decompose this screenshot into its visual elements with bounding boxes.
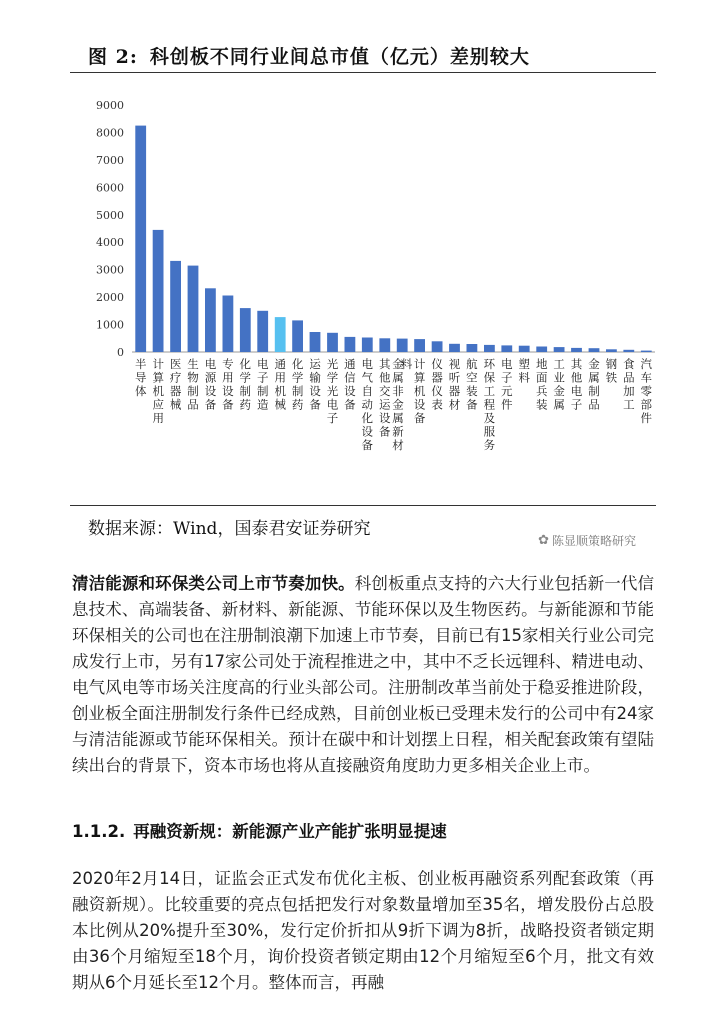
bar: [188, 266, 199, 352]
bar: [257, 311, 268, 352]
bar: [345, 337, 356, 352]
x-tick-label: 生物制品: [187, 357, 199, 412]
watermark-text: 陈显顺策略研究: [551, 534, 636, 548]
y-tick-label: 0: [117, 346, 124, 359]
y-tick-label: 8000: [96, 126, 124, 140]
bar: [135, 126, 146, 352]
bar: [379, 338, 390, 352]
bar: [275, 317, 286, 352]
paragraph-refinancing: [72, 866, 654, 996]
x-tick-label: 仪器仪表: [431, 357, 443, 412]
y-tick-label: 4000: [96, 236, 124, 250]
paragraph-clean-energy: [72, 571, 654, 779]
bar: [449, 344, 460, 352]
y-tick-label: 1000: [96, 318, 124, 332]
bar: [606, 349, 617, 352]
bar: [205, 288, 216, 352]
figure-source: 数据来源：Wind，国泰君安证券研究: [88, 519, 371, 539]
x-tick-label: 金属制品: [588, 357, 600, 412]
figure-bottom-rule: [70, 505, 656, 506]
bar: [240, 308, 251, 352]
bar: [641, 351, 652, 352]
x-tick-label: 光学光电子: [326, 357, 339, 425]
bar: [223, 296, 234, 353]
x-tick-label: 电子元件: [501, 357, 513, 412]
figure-top-rule: [70, 72, 656, 73]
y-tick-label: 6000: [96, 181, 124, 195]
bar: [484, 345, 495, 352]
x-tick-label: 通用机械: [274, 357, 286, 412]
x-tick-label: 半导体: [134, 357, 147, 398]
bar: [414, 339, 425, 352]
bar: [623, 350, 634, 352]
bar: [310, 332, 321, 352]
x-tick-label: 食品加工: [623, 357, 635, 412]
bar: [554, 347, 565, 352]
bar: [432, 341, 443, 352]
bar: [467, 344, 478, 352]
figure-title-text: 科创板不同行业间总市值（亿元）差别较大: [149, 46, 530, 68]
bar: [327, 333, 338, 352]
x-tick-label: 钢铁: [605, 357, 618, 385]
x-tick-label: 通信设备: [344, 357, 356, 412]
paragraph-lead: 清洁能源和环保类公司上市节奏加快。: [72, 574, 355, 593]
bar: [153, 230, 164, 352]
bar: [397, 339, 408, 352]
x-tick-label: 化学制药: [291, 357, 304, 412]
y-tick-label: 9000: [96, 99, 124, 112]
x-tick-label: 视听器材: [448, 357, 461, 412]
y-tick-label: 5000: [96, 208, 124, 222]
x-tick-label: 塑料: [518, 357, 531, 385]
x-tick-label: 航空装备: [466, 357, 478, 412]
market-cap-bar-chart: [70, 80, 660, 500]
x-tick-label: 专用设备: [222, 357, 234, 412]
paragraph-body: 2020年2月14日，证监会正式发布优化主板、创业板再融资系列配套政策（再融资新规）。比较重要的亮点包括把发行对象数量增加至35名，增发股份占总股本比例从20%提升至30%，发行定价折扣从9折下调为8折，战略投资者锁定期由36个月缩短至18个月，询价投资者锁定期由12个月缩短至6个月，批文有效期从6个月延长至12个月。整体而言，再融: [72, 869, 654, 992]
x-tick-label: 计算机应用: [152, 357, 164, 425]
x-axis-labels: [135, 357, 653, 452]
bar: [519, 346, 530, 352]
x-tick-label: 计算机设备: [413, 357, 426, 425]
bar: [571, 348, 582, 352]
x-tick-label: 电源设备: [204, 357, 217, 412]
wechat-icon: ✿: [538, 533, 549, 548]
x-tick-label: 环保工程及服务: [483, 357, 496, 452]
x-tick-label: 电气自动化设备: [361, 357, 374, 452]
section-title: 再融资新规：新能源产业产能扩张明显提速: [133, 822, 447, 841]
y-tick-label: 3000: [96, 263, 124, 277]
x-tick-label: 工业金属: [553, 357, 565, 412]
bar: [589, 348, 600, 352]
watermark: [538, 532, 636, 549]
paragraph-body: 科创板重点支持的六大行业包括新一代信息技术、高端装备、新材料、新能源、节能环保以及生物医药。与新能源和节能环保相关的公司也在注册制浪潮下加速上市节奏，目前已有15家相关行业公司完成发行上市，另有17家公司处于流程推进之中，其中不乏长远锂科、精进电动、电气风电等市场关注度高的行业头部公司。注册制改革当前处于稳妥推进阶段，创业板全面注册制发行条件已经成熟，目前创业板已受理未发行的公司中有24家与清洁能源或节能环保相关。预计在碳中和计划摆上日程，相关配套政策有望陆续出台的背景下，资本市场也将从直接融资角度助力更多相关企业上市。: [72, 574, 655, 775]
bar: [170, 261, 181, 352]
x-tick-label: 地面兵装: [535, 357, 548, 412]
x-tick-label: 运输设备: [309, 357, 321, 412]
section-heading: [72, 818, 447, 842]
bar: [292, 320, 303, 352]
y-tick-label: 7000: [96, 153, 124, 167]
x-tick-label: 其他电子: [570, 357, 583, 412]
bar: [536, 347, 547, 353]
y-tick-label: 2000: [96, 291, 124, 305]
bar: [501, 345, 512, 352]
bar: [362, 338, 373, 353]
x-tick-label: 医疗器械: [169, 357, 182, 412]
figure-title: [88, 42, 530, 69]
figure-number: 图 2:: [88, 46, 138, 68]
section-number: 1.1.2.: [72, 822, 126, 841]
x-tick-label: 其他交运设备: [379, 357, 391, 439]
x-tick-label: 汽车零部件: [640, 357, 653, 425]
bars: [135, 126, 651, 352]
x-tick-label: 电子制造: [257, 357, 269, 412]
x-tick-label: 化学制药: [239, 357, 252, 412]
x-tick-label: 金属非金属新材料: [392, 357, 413, 452]
